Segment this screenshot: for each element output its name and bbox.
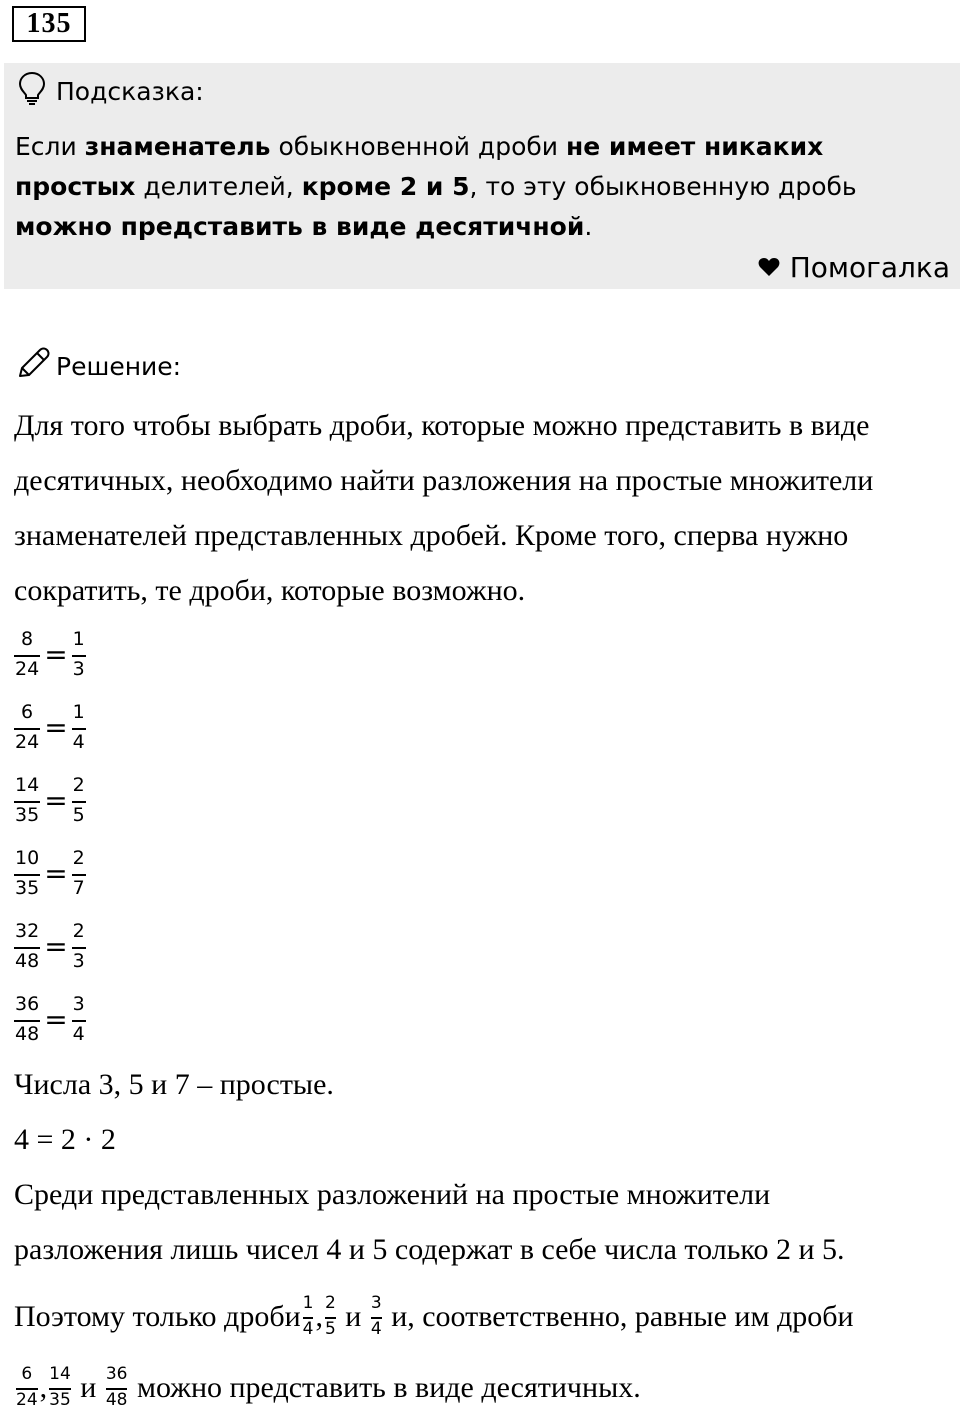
denominator: 48 [14,1020,40,1046]
fraction [72,627,86,681]
fraction-equation [14,842,86,904]
fraction [16,1364,38,1411]
fraction [72,846,86,900]
numerator: 1 [72,701,85,723]
solution-header [16,346,181,386]
equals-sign: = [44,929,68,963]
primes-line: Числа 3, 5 и 7 – простые. [14,1068,334,1101]
heart-icon [758,251,790,284]
intro-line: знаменателей представленных дробей. Кроме того, сперва нужно [14,519,849,552]
denominator: 35 [14,801,40,827]
denominator: 7 [72,874,86,900]
hint-text-fragment: Если [15,132,85,161]
fraction [72,992,86,1046]
separator: , [315,1299,323,1333]
fraction-equation [14,988,86,1050]
hint-text [15,127,945,247]
numerator: 8 [21,628,34,650]
hint-bold-text: знаменатель [84,132,271,161]
equals-sign: = [44,637,68,671]
separator: , [39,1370,48,1404]
numerator: 14 [15,774,40,796]
denominator: 24 [14,655,40,681]
final-prefix: Поэтому только дроби [14,1299,301,1333]
fraction [49,1364,71,1411]
hint-title: Подсказка: [56,76,204,106]
denominator: 5 [72,801,86,827]
conclusion-line: разложения лишь чисел 4 и 5 содержат в себе числа только 2 и 5. [14,1233,845,1266]
final-suffix: можно представить в виде десятичных. [129,1370,641,1404]
denominator: 4 [370,1318,382,1339]
intro-line: Для того чтобы выбрать дроби, которые можно представить в виде [14,409,870,442]
final-line-1 [14,1285,854,1347]
hint-box [4,63,960,289]
factor-line: 4 = 2 · 2 [14,1123,116,1156]
fraction [72,919,86,973]
intro-line: сократить, те дроби, которые возможно. [14,574,526,607]
fraction-equation [14,769,86,831]
solution-title: Решение: [56,351,182,381]
fraction [72,700,86,754]
numerator: 6 [21,1363,33,1384]
final-suffix: и, соответственно, равные им дроби [383,1299,854,1333]
denominator: 48 [105,1389,128,1410]
numerator: 32 [15,920,40,942]
numerator: 1 [72,628,85,650]
denominator: 5 [324,1318,336,1339]
conclusion-line: Среди представленных разложений на простые множители [14,1178,771,1211]
denominator: 3 [72,947,86,973]
hint-text-fragment: делителей, [135,172,302,201]
denominator: 4 [302,1318,314,1339]
fraction [303,1293,314,1340]
fraction [14,919,40,973]
numerator: 2 [72,774,85,796]
source-name: Помогалка [789,250,950,284]
lightbulb-icon [18,71,56,111]
hint-bold-text: не имеет никаких простых [15,132,832,201]
denominator: 35 [14,874,40,900]
denominator: 24 [14,728,40,754]
conjunction: и [337,1299,369,1333]
denominator: 35 [49,1389,71,1410]
numerator: 14 [49,1363,71,1384]
fraction [106,1364,128,1411]
numerator: 2 [324,1292,336,1313]
fraction-equation [14,623,86,685]
numerator: 2 [72,847,85,869]
numerator: 6 [21,701,34,723]
source-label [758,249,950,285]
hint-text-fragment: обыкновенной дроби [270,132,566,161]
denominator: 4 [72,1020,86,1046]
denominator: 4 [72,728,86,754]
equals-sign: = [44,783,68,817]
numerator: 2 [72,920,85,942]
equals-sign: = [44,856,68,890]
fraction [14,773,40,827]
fraction [14,627,40,681]
denominator: 3 [72,655,86,681]
hint-text-fragment: , то эту обыкновенную дробь [469,172,865,201]
hint-text-fragment: . [584,212,593,241]
final-line-2 [14,1356,641,1418]
hint-bold-text: кроме 2 и 5 [301,172,470,201]
fraction-equation [14,696,86,758]
task-number: 135 [12,6,86,42]
numerator: 10 [15,847,40,869]
hint-header [18,71,204,111]
fraction [14,846,40,900]
fraction [325,1293,336,1340]
fraction [14,700,40,754]
denominator: 48 [14,947,40,973]
numerator: 3 [72,993,85,1015]
conjunction: и [72,1370,104,1404]
numerator: 3 [370,1292,382,1313]
hint-bold-text: можно представить в виде десятичной [15,212,585,241]
pencil-icon [16,346,56,386]
numerator: 36 [15,993,40,1015]
denominator: 24 [16,1389,38,1410]
numerator: 36 [105,1363,128,1384]
intro-line: десятичных, необходимо найти разложения на простые множители [14,464,874,497]
fraction [72,773,86,827]
fraction-equation [14,915,86,977]
equals-sign: = [44,1002,68,1036]
fraction [14,992,40,1046]
fraction [371,1293,382,1340]
numerator: 1 [302,1292,314,1313]
equals-sign: = [44,710,68,744]
